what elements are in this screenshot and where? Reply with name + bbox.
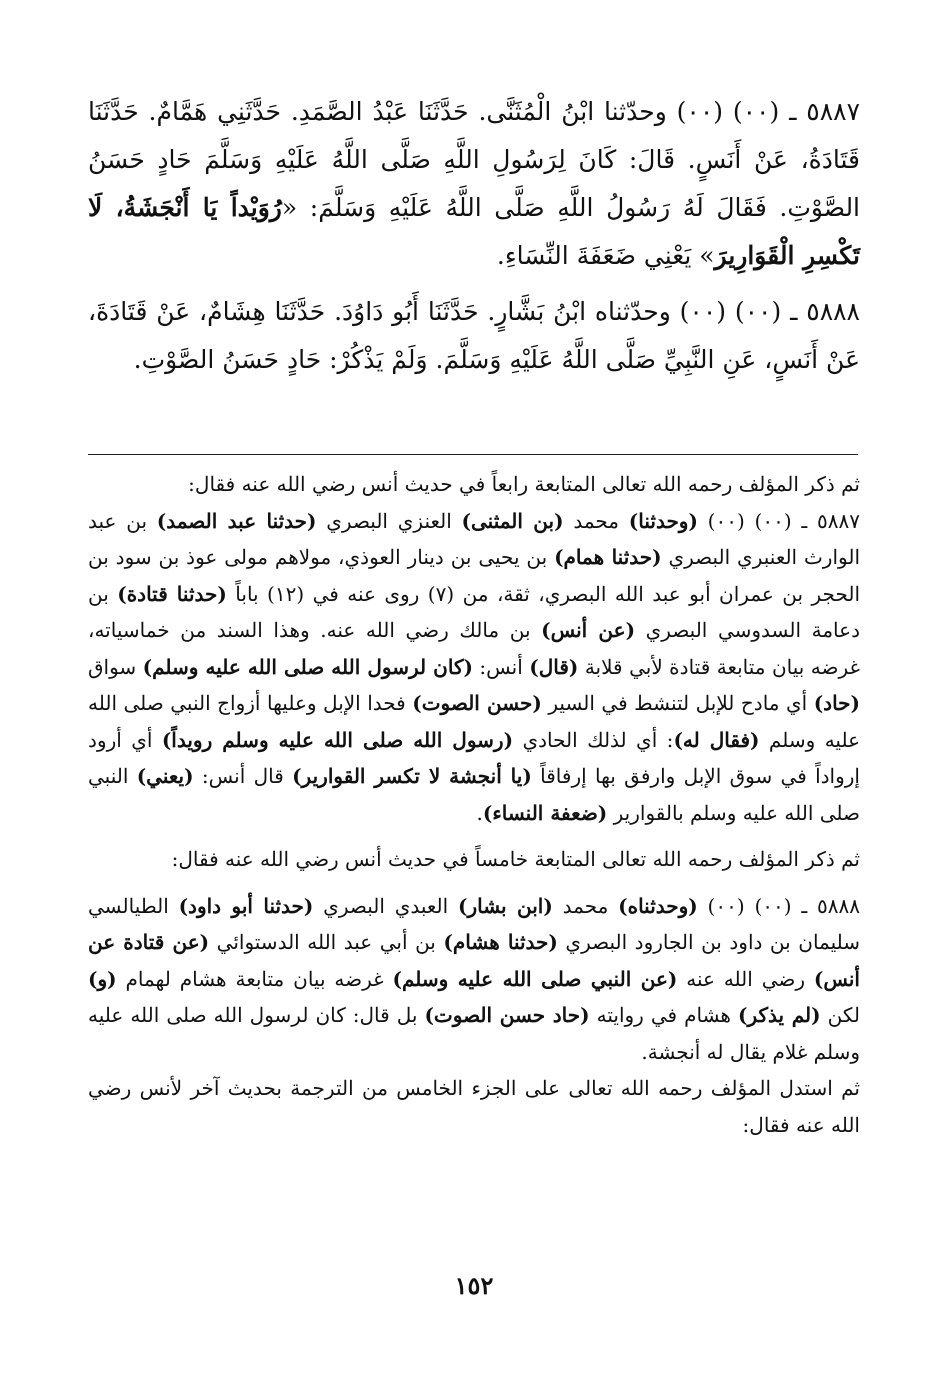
hadith-5887-quote: رُوَيْداً يَا أَنْجَشَةُ، لَا تَكْسِرِ الْقَوَارِيرَ [88,193,860,270]
commentary-text: ثم ذكر المؤلف رحمه الله تعالى المتابعة خامساً في حديث أنس رضي الله عنه فقال: [171,847,860,871]
commentary-text: ٥٨٨٨ ـ (٠٠) (٠٠) [697,893,860,918]
commentary-bold: (قال) [529,654,579,679]
commentary-bold: (رسول الله صلى الله عليه وسلم رويداً) [161,727,514,752]
commentary-bold: (بن المثنى) [461,508,564,533]
commentary-text: بل قال: كان لرسول الله صلى الله عليه وسلم غلام يقال له أنجشة. [88,1003,860,1064]
commentary-bold: (يا أنجشة لا تكسر القوارير) [292,764,532,788]
commentary-text: فحدا الإبل وعليها أزواج النبي صلى الله عليه وسلم [88,691,861,752]
commentary-text: أي مادح للإبل لتنشط في السير [541,691,814,715]
commentary-bold: (حدثنا هشام) [443,930,558,954]
commentary-bold: (وحدثناه) [618,893,698,918]
commentary-bold: (كان لرسول الله صلى الله عليه وسلم) [142,654,473,679]
commentary-text: ٥٨٨٧ ـ (٠٠) (٠٠) [697,508,860,533]
commentary-text: ثم استدل المؤلف رحمه الله تعالى على الجزء الخامس من الترجمة بحديث آخر لأنس رضي الله عنه فقال: [88,1076,860,1137]
commentary-bold: (حدثنا عبد الصمد) [156,508,317,533]
commentary-intro-next [88,1070,860,1143]
hadith-5888-text: ٥٨٨٨ ـ (٠٠) (٠٠) وحدّثناه ابْنُ بَشَّارٍ. حَدَّثَنَا أَبُو دَاوُدَ. حَدَّثَنَا هِشَامٌ، عَنْ قَتَادَةَ، عَنْ أَنَسٍ، عَنِ النَّبِيِّ صَلَّى اللَّهُ عَلَيْهِ وَسَلَّمَ. وَلَمْ يَذْكُرْ: حَادٍ حَسَنُ الصَّوْتِ. [88,297,860,374]
commentary-bold: (عن أنس) [541,618,636,642]
section-divider [88,454,858,455]
hadith-5887-text: ٥٨٨٧ ـ (٠٠) (٠٠) وحدّثنا ابْنُ الْمُثَنَّى. حَدَّثَنَا عَبْدُ الصَّمَدِ. حَدَّثَنِي هَمَّامٌ. حَدَّثَنَا قَتَادَةُ، عَنْ أَنَسٍ. قَالَ: كَانَ لِرَسُولِ اللَّهِ صَلَّى اللَّهُ عَلَيْهِ وَسَلَّمَ حَادٍ حَسَنُ الصَّوْتِ. فَقَالَ لَهُ رَسُولُ اللَّهِ صَلَّى اللَّهُ عَلَيْهِ وَسَلَّمَ: « [88,97,861,222]
commentary-section [88,466,860,1256]
commentary-text: سواق [88,654,143,679]
commentary-text: بن يحيى بن دينار العوذي، مولاهم مولى عوذ بن سود بن الحجر بن عمران أبو عبد الله البصري، ثقة، من (٧) روى عنه في (١٢) باباً [88,545,861,606]
commentary-bold: (ابن بشار) [457,893,553,918]
commentary-text: : أي لذلك الحادي [513,727,674,752]
commentary-text: العنزي البصري [316,508,462,533]
hadith-text-section [88,88,860,450]
commentary-bold: (حاد) [813,691,861,715]
commentary-bold: (حسن الصوت) [412,691,542,715]
hadith-5887-ending: » يَعْنِي ضَعَفَةَ النِّسَاءِ. [496,241,715,270]
commentary-text: النبي صلى الله عليه وسلم بالقوارير [88,764,860,825]
commentary-text: بن عبد الوارث العنبري البصري [88,508,861,569]
commentary-text: . [476,800,483,825]
commentary-text: محمد [563,508,629,533]
commentary-text: بن مالك رضي الله عنه. وهذا السند من خماسياته، غرضه بيان متابعة قتادة لأبي قلابة [88,618,861,679]
commentary-bold: (عن النبي صلى الله عليه وسلم) [392,966,678,991]
page-number: ١٥٢ [454,1271,494,1300]
commentary-text: ثم ذكر المؤلف رحمه الله تعالى المتابعة رابعاً في حديث أنس رضي الله عنه فقال: [188,472,860,496]
commentary-text: هشام في روايته [589,1003,738,1027]
commentary-bold: (ضعفة النساء) [482,800,608,825]
commentary-bold: (حدثنا همام) [554,545,662,569]
commentary-5887 [88,503,860,832]
commentary-text: الطيالسي سليمان بن داود بن الجارود البصري [88,893,861,954]
commentary-text: بن دعامة السدوسي البصري [88,581,860,642]
commentary-bold: (حاد حسن الصوت) [424,1003,590,1027]
commentary-text: العبدي البصري [313,893,458,918]
commentary-text: أنس: [472,654,530,679]
commentary-text: أي أرود إرواداً في سوق الإبل وارفق بها إرفاقاً [88,727,860,788]
commentary-bold: (لم يذكر) [738,1003,821,1027]
commentary-5888 [88,888,860,1071]
commentary-bold: (يعني) [136,764,194,788]
commentary-text: محمد [552,893,619,918]
commentary-bold: (فقال له) [673,727,760,752]
commentary-text: قال أنس: [193,764,293,788]
commentary-text: بن أبي عبد الله الدستوائي [209,930,444,954]
commentary-text: غرضه بيان متابعة هشام لهمام [116,966,393,991]
commentary-intro-4 [88,466,860,503]
commentary-bold: (حدثنا قتادة) [117,581,227,606]
hadith-5888 [88,288,860,384]
commentary-text: رضي الله عنه [677,966,814,991]
commentary-text: لكن [820,1003,860,1027]
commentary-bold: (و) [88,966,117,991]
hadith-5887 [88,88,860,280]
book-page [88,88,860,1328]
commentary-intro-5 [88,841,860,878]
commentary-bold: (عن قتادة عن أنس) [88,930,860,991]
commentary-bold: (وحدثنا) [628,508,698,533]
commentary-bold: (حدثنا أبو داود) [178,893,314,918]
